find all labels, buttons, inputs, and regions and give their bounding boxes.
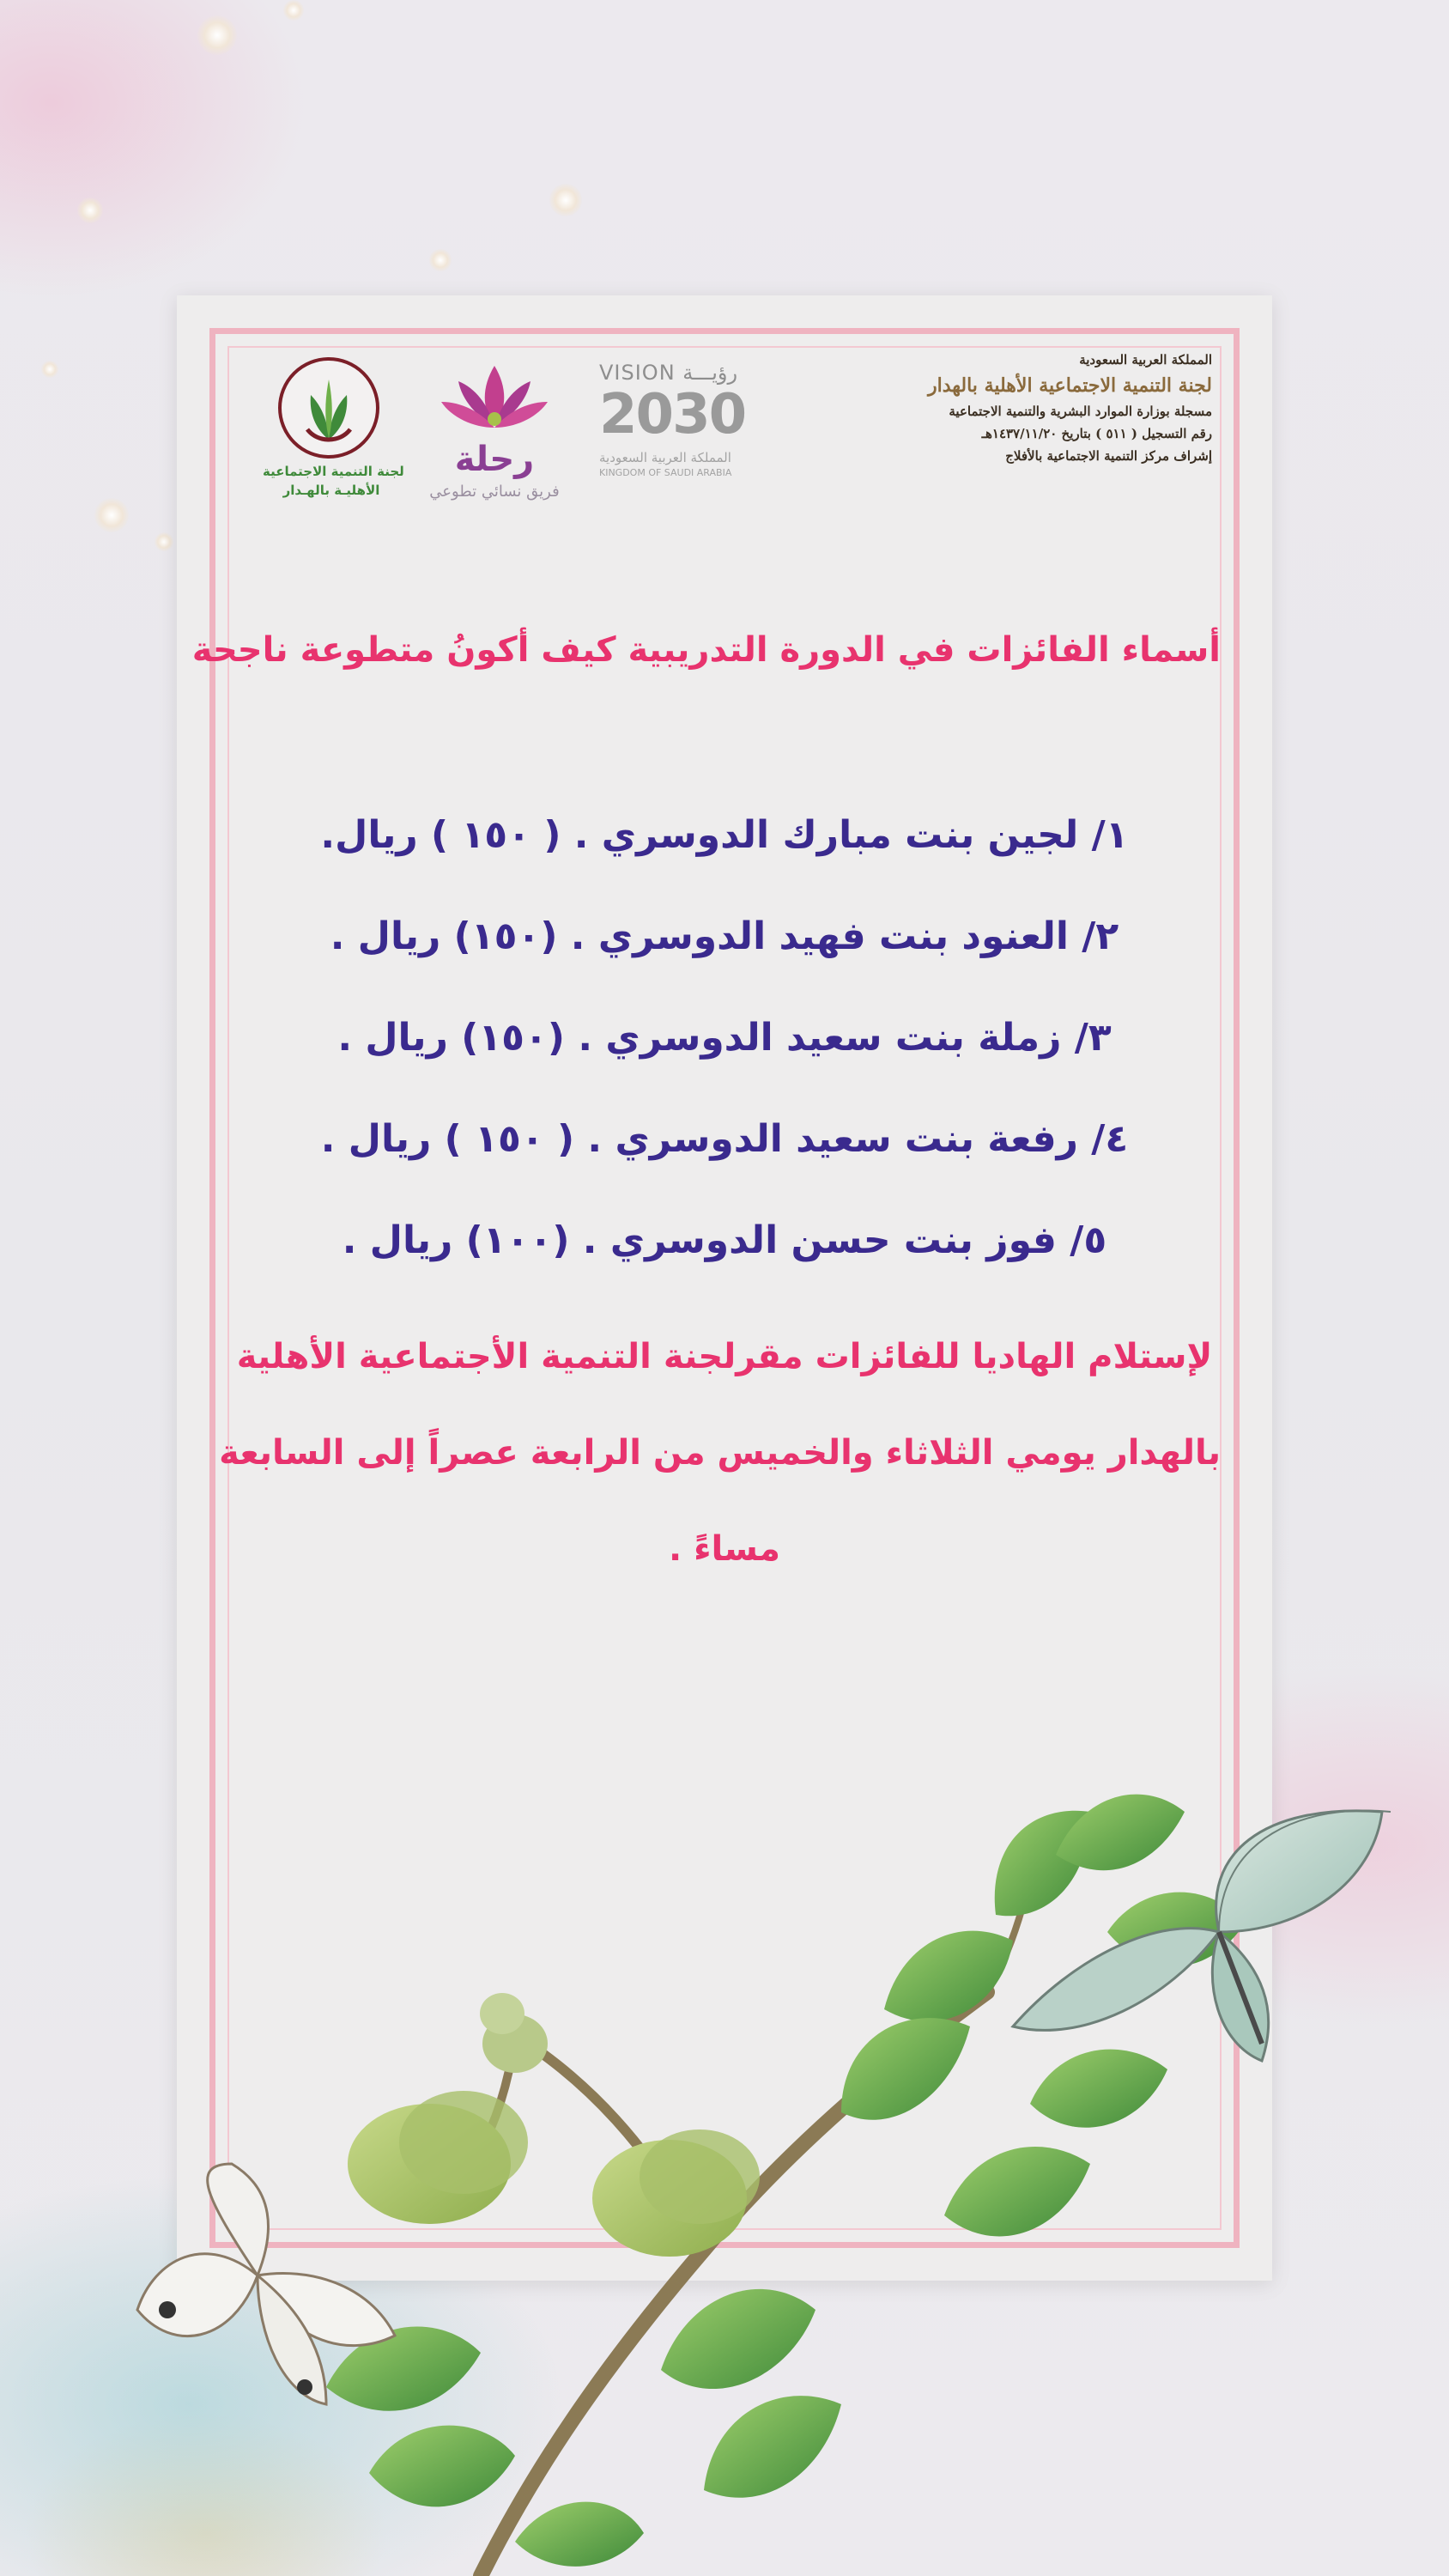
org-line-5: إشراف مركز التنمية الاجتماعية بالأفلاج <box>1005 448 1212 464</box>
winner-item-1: ١/ لجين بنت مبارك الدوسري . ( ١٥٠ ) ريال. <box>320 813 1129 857</box>
announcement-card <box>177 295 1272 2281</box>
lajna-logo <box>263 357 404 503</box>
lajna-line-1: لجنة التنمية الاجتماعية <box>263 464 404 479</box>
winner-item-5: ٥/ فوز بنت حسن الدوسري . (١٠٠) ريال . <box>342 1218 1107 1262</box>
notice-line-2: بالهدار يومي الثلاثاء والخميس من الرابعة عصراً إلى السابعة <box>219 1433 1221 1473</box>
org-line-2: لجنة التنمية الاجتماعية الأهلية بالهدار <box>927 374 1212 397</box>
vision-subtitle-ar: المملكة العربية السعودية <box>599 450 731 465</box>
sprout-icon <box>282 361 376 455</box>
vision-number: 2030 <box>599 383 746 447</box>
vision-label: VISION رؤيـــة <box>599 361 738 385</box>
lajna-line-2: الأهليـة بالهـدار <box>282 483 380 498</box>
winner-item-4: ٤/ رفعة بنت سعيد الدوسري . ( ١٥٠ ) ريال . <box>320 1117 1129 1161</box>
org-line-3: مسجلة بوزارة الموارد البشرية والتنمية الاجتماعية <box>949 404 1212 419</box>
pickup-notice <box>219 1309 1221 1597</box>
rihla-tagline: فريق نسائي تطوعي <box>429 483 560 501</box>
lotus-icon <box>409 357 580 443</box>
winners-list <box>228 785 1221 1291</box>
organization-logo <box>927 349 1212 467</box>
rihla-name: رحلة <box>454 440 535 479</box>
vision-2030-logo <box>599 361 762 481</box>
notice-line-1: لإستلام الهاديا للفائزات مقرلجنة التنمية الأجتماعية الأهلية <box>236 1337 1213 1376</box>
vision-subtitle-en: KINGDOM OF SAUDI ARABIA <box>599 467 732 478</box>
rihla-logo <box>409 357 580 503</box>
winner-item-2: ٢/ العنود بنت فهيد الدوسري . (١٥٠) ريال . <box>330 914 1119 958</box>
announcement-title: أسماء الفائزات في الدورة التدريبية كيف أكونُ متطوعة ناجحة <box>191 630 1221 670</box>
winner-item-3: ٣/ زملة بنت سعيد الدوسري . (١٥٠) ريال . <box>337 1016 1112 1060</box>
notice-line-3: مساءً . <box>668 1529 781 1569</box>
lajna-emblem <box>278 357 379 459</box>
org-line-4: رقم التسجيل ( ٥١١ ) بتاريخ ١٤٣٧/١١/٢٠هـ <box>981 426 1212 441</box>
org-line-1: المملكة العربية السعودية <box>1079 352 1212 368</box>
